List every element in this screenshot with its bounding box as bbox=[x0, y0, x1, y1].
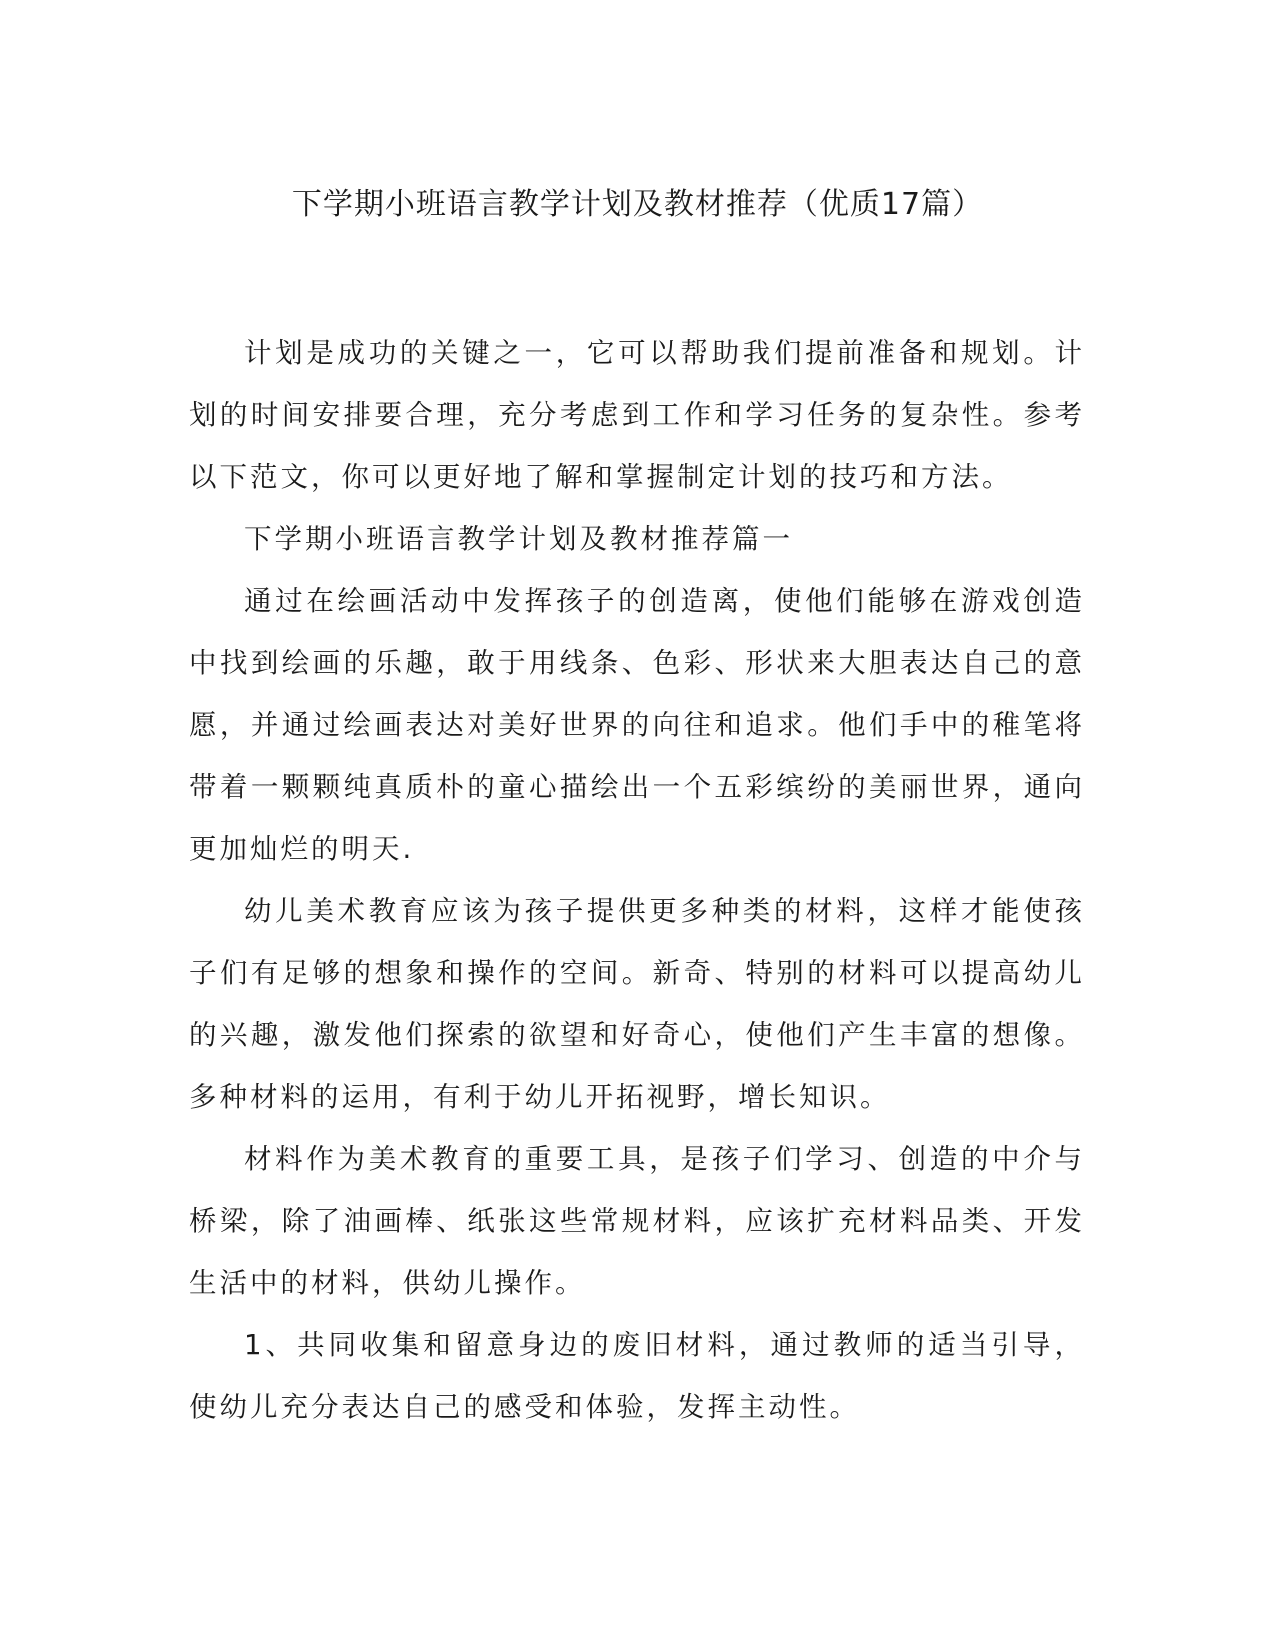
document-title: 下学期小班语言教学计划及教材推荐（优质17篇） bbox=[291, 187, 984, 222]
body-paragraph: 幼儿美术教育应该为孩子提供更多种类的材料，这样才能使孩子们有足够的想象和操作的空间。新奇、特别的材料可以提高幼儿的兴趣，激发他们探索的欲望和好奇心，使他们产生丰富的想像。多种材料的运用，有利于幼儿开拓视野，增长知识。 bbox=[189, 895, 1085, 1113]
intro-paragraph: 计划是成功的关键之一，它可以帮助我们提前准备和规划。计划的时间安排要合理，充分考虑到工作和学习任务的复杂性。参考以下范文，你可以更好地了解和掌握制定计划的技巧和方法。 bbox=[189, 337, 1085, 493]
document-body bbox=[189, 322, 1085, 1438]
section-heading: 下学期小班语言教学计划及教材推荐篇一 bbox=[244, 523, 793, 555]
list-item-paragraph: 1、共同收集和留意身边的废旧材料，通过教师的适当引导，使幼儿充分表达自己的感受和体验，发挥主动性。 bbox=[189, 1329, 1085, 1423]
body-paragraph: 通过在绘画活动中发挥孩子的创造离，使他们能够在游戏创造中找到绘画的乐趣，敢于用线条、色彩、形状来大胆表达自己的意愿，并通过绘画表达对美好世界的向往和追求。他们手中的稚笔将带着一颗颗纯真质朴的童心描绘出一个五彩缤纷的美丽世界，通向更加灿烂的明天. bbox=[189, 585, 1085, 865]
body-paragraph: 材料作为美术教育的重要工具，是孩子们学习、创造的中介与桥梁，除了油画棒、纸张这些常规材料，应该扩充材料品类、开发生活中的材料，供幼儿操作。 bbox=[189, 1143, 1085, 1299]
